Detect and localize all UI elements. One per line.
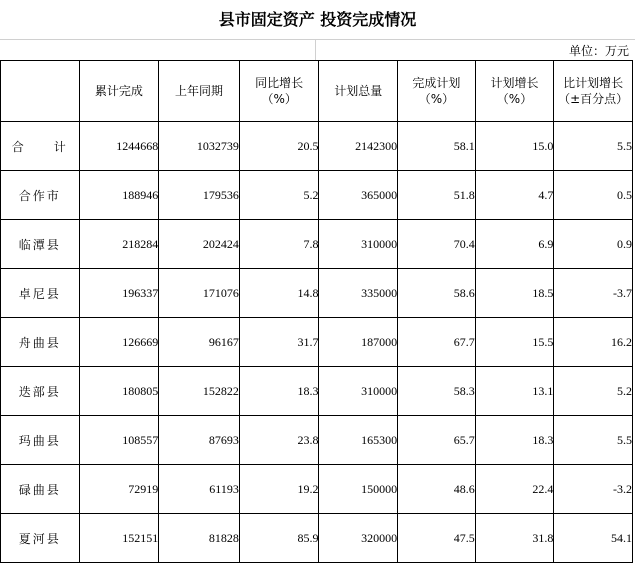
- cell-last-year: 202424: [159, 220, 240, 269]
- cell-cumulative: 108557: [79, 416, 159, 465]
- cell-vs-plan: -3.7: [554, 269, 633, 318]
- cell-plan-growth: 31.8: [475, 514, 554, 563]
- table-row: [1, 269, 633, 318]
- unit-label: 单位：万元: [568, 44, 629, 58]
- cell-plan-done: 65.7: [398, 416, 476, 465]
- cell-plan-growth: 13.1: [475, 367, 554, 416]
- cell-cumulative: 126669: [79, 318, 159, 367]
- cell-yoy: 20.5: [239, 122, 319, 171]
- cell-last-year: 61193: [159, 465, 240, 514]
- header-cumulative: 累计完成: [79, 61, 159, 122]
- header-vs-plan: 比计划增长 （±百分点）: [554, 61, 633, 122]
- unit-row-gridline: [315, 40, 316, 60]
- cell-cumulative: 218284: [79, 220, 159, 269]
- cell-plan-growth: 15.0: [475, 122, 554, 171]
- table-row: [1, 122, 633, 171]
- table-row: [1, 220, 633, 269]
- cell-vs-plan: 0.9: [554, 220, 633, 269]
- row-name: 合 计: [1, 122, 80, 171]
- table-row: [1, 318, 633, 367]
- cell-plan-done: 70.4: [398, 220, 476, 269]
- cell-last-year: 81828: [159, 514, 240, 563]
- cell-plan-growth: 4.7: [475, 171, 554, 220]
- row-name: 玛曲县: [1, 416, 80, 465]
- cell-plan-total: 310000: [319, 367, 398, 416]
- cell-cumulative: 1244668: [79, 122, 159, 171]
- cell-last-year: 152822: [159, 367, 240, 416]
- header-plan-done: 完成计划 （%）: [398, 61, 476, 122]
- table-title: 县市固定资产 投资完成情况: [218, 10, 417, 29]
- header-plan-total: 计划总量: [319, 61, 398, 122]
- cell-plan-total: 310000: [319, 220, 398, 269]
- row-name: 合作市: [1, 171, 80, 220]
- cell-plan-total: 335000: [319, 269, 398, 318]
- header-plan-growth: 计划增长 （%）: [475, 61, 554, 122]
- row-name: 迭部县: [1, 367, 80, 416]
- cell-plan-total: 165300: [319, 416, 398, 465]
- cell-vs-plan: 0.5: [554, 171, 633, 220]
- cell-last-year: 96167: [159, 318, 240, 367]
- cell-vs-plan: 16.2: [554, 318, 633, 367]
- cell-cumulative: 188946: [79, 171, 159, 220]
- cell-plan-done: 48.6: [398, 465, 476, 514]
- header-name: [1, 61, 80, 122]
- cell-plan-growth: 6.9: [475, 220, 554, 269]
- cell-plan-done: 67.7: [398, 318, 476, 367]
- cell-plan-growth: 18.5: [475, 269, 554, 318]
- cell-vs-plan: 54.1: [554, 514, 633, 563]
- header-last-year: 上年同期: [159, 61, 240, 122]
- cell-yoy: 31.7: [239, 318, 319, 367]
- cell-plan-growth: 22.4: [475, 465, 554, 514]
- cell-vs-plan: 5.2: [554, 367, 633, 416]
- cell-yoy: 23.8: [239, 416, 319, 465]
- cell-last-year: 171076: [159, 269, 240, 318]
- cell-yoy: 7.8: [239, 220, 319, 269]
- cell-plan-done: 47.5: [398, 514, 476, 563]
- row-name: 夏河县: [1, 514, 80, 563]
- cell-yoy: 19.2: [239, 465, 319, 514]
- row-name: 卓尼县: [1, 269, 80, 318]
- cell-yoy: 85.9: [239, 514, 319, 563]
- table-row: [1, 514, 633, 563]
- cell-last-year: 179536: [159, 171, 240, 220]
- cell-yoy: 18.3: [239, 367, 319, 416]
- row-name: 碌曲县: [1, 465, 80, 514]
- cell-yoy: 14.8: [239, 269, 319, 318]
- cell-plan-done: 58.1: [398, 122, 476, 171]
- cell-vs-plan: 5.5: [554, 416, 633, 465]
- cell-plan-growth: 15.5: [475, 318, 554, 367]
- cell-yoy: 5.2: [239, 171, 319, 220]
- table-row: [1, 465, 633, 514]
- cell-cumulative: 196337: [79, 269, 159, 318]
- row-name: 舟曲县: [1, 318, 80, 367]
- header-yoy: 同比增长 （%）: [239, 61, 319, 122]
- cell-plan-growth: 18.3: [475, 416, 554, 465]
- cell-cumulative: 152151: [79, 514, 159, 563]
- header-row: [1, 61, 633, 122]
- cell-plan-total: 365000: [319, 171, 398, 220]
- table-row: [1, 416, 633, 465]
- cell-last-year: 87693: [159, 416, 240, 465]
- cell-last-year: 1032739: [159, 122, 240, 171]
- cell-plan-done: 58.6: [398, 269, 476, 318]
- cell-vs-plan: -3.2: [554, 465, 633, 514]
- row-name: 临潭县: [1, 220, 80, 269]
- cell-vs-plan: 5.5: [554, 122, 633, 171]
- title-gridline: [0, 39, 635, 40]
- cell-plan-total: 320000: [319, 514, 398, 563]
- cell-plan-total: 150000: [319, 465, 398, 514]
- cell-cumulative: 180805: [79, 367, 159, 416]
- table-row: [1, 171, 633, 220]
- cell-cumulative: 72919: [79, 465, 159, 514]
- investment-table: [0, 60, 633, 563]
- table-row: [1, 367, 633, 416]
- cell-plan-done: 58.3: [398, 367, 476, 416]
- cell-plan-done: 51.8: [398, 171, 476, 220]
- cell-plan-total: 187000: [319, 318, 398, 367]
- cell-plan-total: 2142300: [319, 122, 398, 171]
